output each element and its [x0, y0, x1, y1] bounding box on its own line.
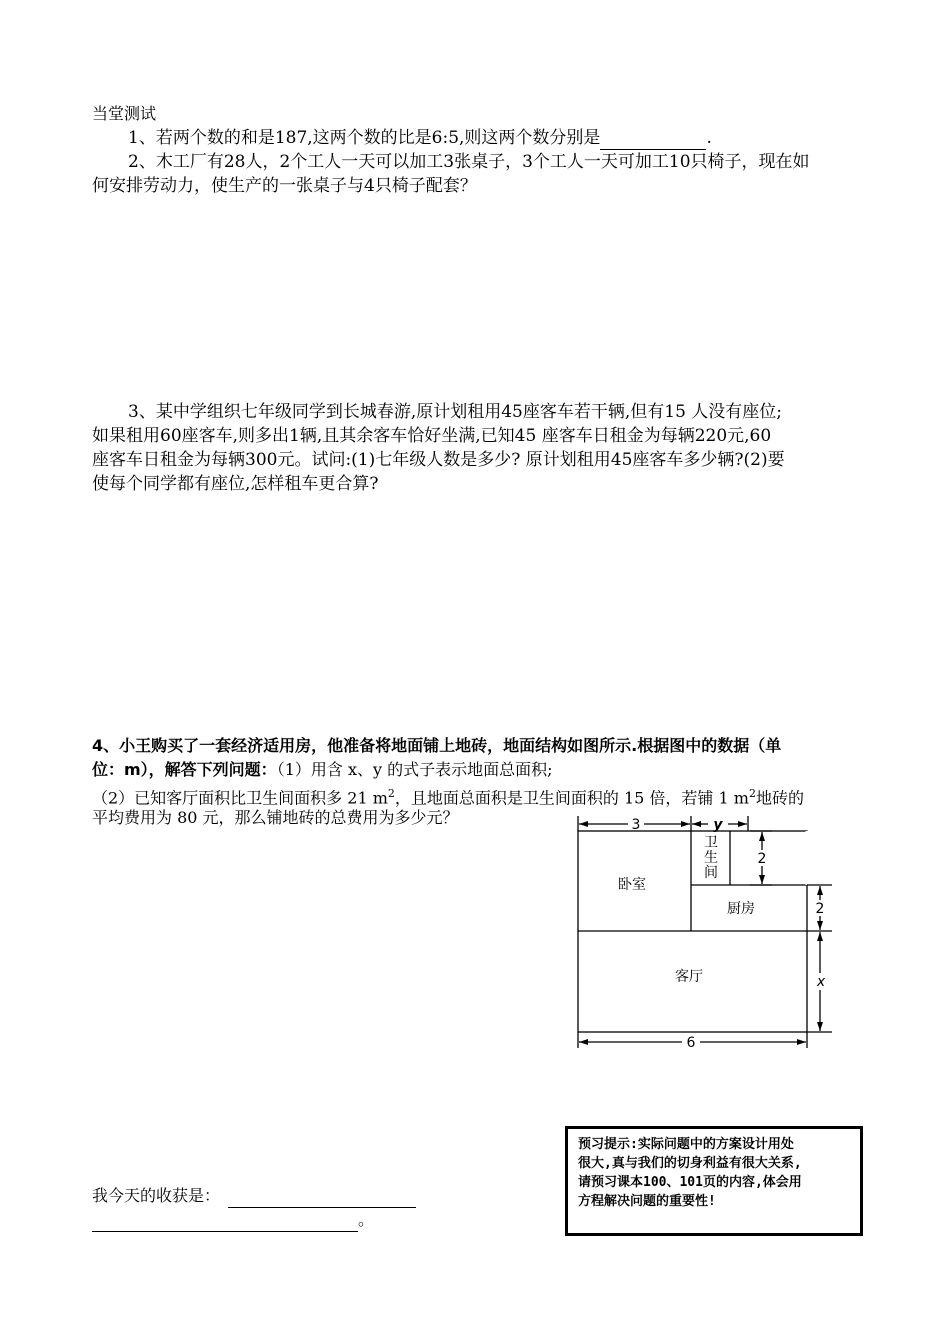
- question-4-line-4: 平均费用为 80 元，那么铺地砖的总费用为多少元？: [92, 808, 459, 827]
- question-3-line-3: 座客车日租金为每辆300元。试问:(1)七年级人数是多少? 原计划租用45座客车多少辆?(2)要: [92, 450, 785, 470]
- bedroom-label: 卧室: [618, 877, 646, 893]
- floor-plan-figure: [570, 812, 850, 1057]
- question-4-part-1: （1）用含 x、y 的式子表示地面总面积;: [276, 760, 553, 779]
- living-room-label: 客厅: [675, 969, 703, 985]
- question-1-end: .: [706, 128, 712, 148]
- question-4-line-2: [92, 758, 553, 782]
- dim-label-3: 3: [631, 817, 641, 833]
- dim-label-y: y: [713, 817, 723, 833]
- harvest-label: 我今天的收获是：: [92, 1186, 221, 1205]
- harvest-blank-2[interactable]: [92, 1231, 358, 1232]
- bathroom-label-1: 卫: [704, 835, 718, 851]
- question-4-part-2b: ，且地面总面积是卫生间面积的 15 倍，若铺 1 m: [394, 788, 749, 808]
- question-2-line-2: 何安排劳动力，使生产的一张桌子与4只椅子配套？: [92, 176, 477, 196]
- bathroom-label-3: 间: [704, 865, 718, 881]
- dim-label-bath-2: 2: [757, 851, 767, 867]
- question-3-line-4: 使每个同学都有座位,怎样租车更合算?: [92, 474, 379, 494]
- preview-tip-box: [565, 1126, 863, 1236]
- question-4-part-2c: 地砖的: [755, 788, 804, 808]
- section-title: 当堂测试: [92, 104, 157, 123]
- question-4-part-2a: （2）已知客厅面积比卫生间面积多 21 m: [92, 788, 388, 808]
- bathroom-label-2: 生: [704, 850, 718, 866]
- question-1: [128, 126, 712, 150]
- question-2-line-1: 2、木工厂有28人，2个工人一天可以加工3张桌子，3个工人一天可加工10只椅子，现在如: [128, 152, 810, 172]
- question-3-line-2: 如果租用60座客车,则多出1辆,且其余客车恰好坐满,已知45 座客车日租金为每辆220元,60: [92, 426, 772, 446]
- dim-label-kitchen-2: 2: [815, 901, 825, 917]
- harvest-end: 。: [358, 1210, 375, 1229]
- question-3-line-1: 3、某中学组织七年级同学到长城春游,原计划租用45座客车若干辆,但有15 人没有座位;: [128, 402, 783, 422]
- dim-label-6: 6: [686, 1035, 696, 1051]
- tip-line-1: 预习提示:实际问题中的方案设计用处: [578, 1137, 794, 1152]
- harvest-line-2: [92, 1208, 374, 1232]
- superscript: 2: [748, 787, 756, 800]
- superscript: 2: [387, 787, 395, 800]
- kitchen-label: 厨房: [727, 901, 755, 917]
- dim-label-x: x: [816, 974, 826, 990]
- question-4-line-1: 4、小王购买了一套经济适用房，他准备将地面铺上地砖，地面结构如图所示.根据图中的数据（单: [92, 736, 782, 755]
- tip-line-2: 很大,真与我们的切身利益有很大关系,: [578, 1156, 802, 1171]
- harvest-line-1: [92, 1184, 416, 1208]
- question-1-text: 1、若两个数的和是187,这两个数的比是6:5,则这两个数分别是: [128, 128, 601, 148]
- tip-line-3: 请预习课本100、101页的内容,体会用: [578, 1175, 802, 1190]
- tip-line-4: 方程解决问题的重要性!: [578, 1194, 716, 1209]
- question-4-instruction: 位：m），解答下列问题：: [92, 760, 277, 779]
